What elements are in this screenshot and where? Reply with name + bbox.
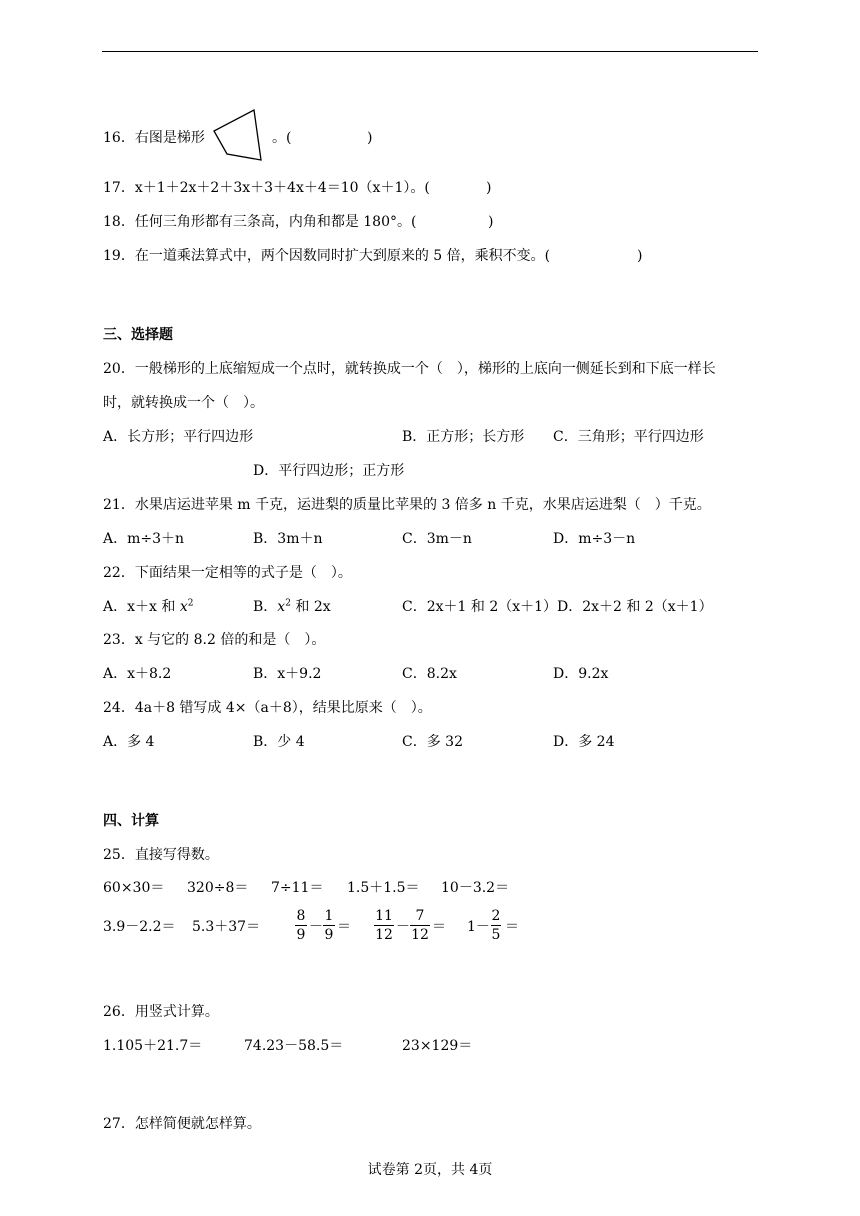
denominator: 9 [296, 927, 306, 943]
numerator: 1 [324, 908, 334, 924]
numerator: 7 [415, 908, 425, 924]
page-footer: 试卷第 2页，共 4页 [367, 1162, 493, 1178]
q16-close-paren: ) [367, 130, 373, 146]
q23-option-c: C．8.2x [402, 666, 457, 682]
question-25: 25．直接写得数。 [103, 847, 219, 863]
denominator: 12 [375, 927, 393, 943]
q22-option-b [253, 597, 331, 617]
q19-close-paren: ) [637, 248, 643, 264]
q25-r1-item: 7÷11＝ [271, 880, 324, 896]
fraction [293, 907, 309, 944]
q24-option-c: C．多 32 [402, 734, 463, 750]
question-20-line2: 时，就转换成一个（ ）。 [103, 395, 264, 411]
question-16 [103, 128, 205, 148]
q21-option-c: C．3m－n [402, 531, 472, 547]
question-18: 18．任何三角形都有三条高，内角和都是 180°。( [103, 214, 417, 230]
question-22: 22．下面结果一定相等的式子是（ ）。 [103, 565, 352, 581]
q25-r2-item: 5.3＋37＝ [192, 919, 261, 935]
question-17: 17．x＋1＋2x＋2＋3x＋3＋4x＋4＝10（x＋1）。( [103, 180, 430, 196]
q26-item: 1.105＋21.7＝ [103, 1038, 203, 1054]
q18-close-paren: ) [488, 214, 494, 230]
question-26: 26．用竖式计算。 [103, 1004, 219, 1020]
numerator: 11 [375, 908, 393, 924]
minus-sign: － [309, 919, 323, 935]
q22-option-a [103, 597, 193, 617]
denominator: 9 [324, 927, 334, 943]
question-19: 19．在一道乘法算式中，两个因数同时扩大到原来的 5 倍，乘积不变。( [103, 248, 551, 264]
q25-r1-item: 1.5＋1.5＝ [347, 880, 420, 896]
q22-a-text: A．x＋x 和 [103, 599, 176, 615]
q24-option-d: D．多 24 [553, 734, 615, 750]
denominator: 12 [411, 927, 429, 943]
q25-r1-item: 10－3.2＝ [441, 880, 510, 896]
section-4-heading: 四、计算 [103, 813, 159, 829]
section-3-heading: 三、选择题 [103, 327, 173, 343]
q16-suffix: 。( [272, 130, 292, 146]
equals-sign: ＝ [432, 919, 446, 935]
q21-option-d: D．m÷3－n [553, 531, 636, 547]
question-20-line1: 20．一般梯形的上底缩短成一个点时，就转换成一个（ ），梯形的上底向一侧延长到和下底一样长 [103, 361, 716, 377]
equals-sign: ＝ [505, 919, 519, 935]
q20-option-a: A．长方形；平行四边形 [103, 429, 254, 445]
fraction [489, 907, 503, 944]
header-rule [102, 51, 758, 52]
equals-sign: ＝ [337, 919, 351, 935]
numerator: 8 [296, 908, 306, 924]
q26-item: 74.23－58.5＝ [244, 1038, 344, 1054]
q20-option-b: B．正方形；长方形 [402, 429, 525, 445]
q21-option-b: B．3m＋n [253, 531, 323, 547]
q22-a-var: x [179, 599, 188, 615]
q22-b-text: 和 2x [295, 599, 331, 615]
q17-close-paren: ) [486, 180, 492, 196]
q16-prefix: 16．右图是梯形 [103, 130, 205, 146]
question-21: 21．水果店运进苹果 m 千克，运进梨的质量比苹果的 3 倍多 n 千克，水果店运进梨（ ）千克。 [103, 497, 711, 513]
q20-option-c: C．三角形；平行四边形 [553, 429, 704, 445]
question-27: 27．怎样简便就怎样算。 [103, 1116, 261, 1132]
q24-option-a: A．多 4 [103, 734, 155, 750]
q21-option-a: A．m÷3＋n [103, 531, 185, 547]
question-23: 23．x 与它的 8.2 倍的和是（ ）。 [103, 632, 326, 648]
q24-option-b: B．少 4 [253, 734, 305, 750]
q22-b-sup: 2 [285, 598, 291, 609]
q26-item: 23×129＝ [402, 1038, 473, 1054]
q23-option-d: D．9.2x [553, 666, 609, 682]
q22-option-cd: C．2x＋1 和 2（x＋1）D．2x＋2 和 2（x＋1） [402, 599, 713, 615]
q23-option-b: B．x＋9.2 [253, 666, 322, 682]
q20-option-d: D．平行四边形；正方形 [253, 463, 405, 479]
q23-option-a: A．x＋8.2 [103, 666, 172, 682]
q25-r1-item: 320÷8＝ [187, 880, 249, 896]
q16-answer [272, 128, 291, 148]
fraction [321, 907, 337, 944]
q25-expr-prefix: 1－ [467, 919, 490, 935]
q22-a-sup: 2 [187, 598, 194, 609]
question-24: 24．4a＋8 错写成 4×（a＋8），结果比原来（ ）。 [103, 700, 432, 716]
q25-r1-item: 60×30＝ [103, 880, 165, 896]
trapezoid-figure [210, 108, 266, 164]
q22-b-label: B． [253, 599, 278, 615]
fraction [408, 907, 432, 944]
fraction [372, 907, 396, 944]
numerator: 2 [491, 908, 501, 924]
q22-b-var: x [277, 599, 286, 615]
q25-r2-item: 3.9－2.2＝ [103, 919, 176, 935]
denominator: 5 [491, 927, 501, 943]
minus-sign: － [396, 919, 410, 935]
